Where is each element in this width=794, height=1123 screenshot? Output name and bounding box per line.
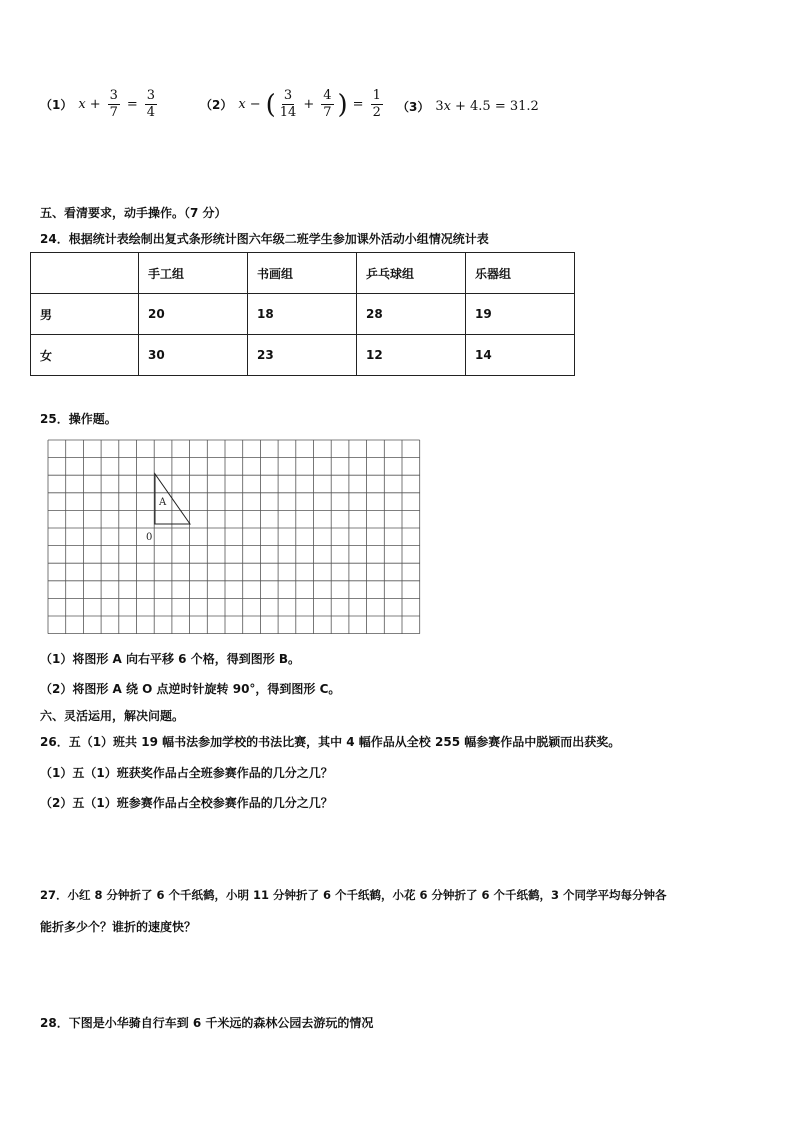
drawing-grid (40, 432, 430, 636)
equation-2-left-paren: ( (265, 89, 276, 120)
table-header-cell: 乐器组 (466, 253, 575, 294)
equation-2-variable: x (238, 97, 246, 112)
equation-3-rest: + 4.5 = 31.2 (454, 99, 539, 114)
table-cell: 18 (248, 294, 357, 335)
shape-label-a: A (159, 497, 167, 508)
equation-3-label: （3） (397, 100, 430, 114)
equation-2-fraction-a: $\frac{3}{14}$ (279, 88, 297, 120)
table-header-cell: 乒乓球组 (357, 253, 466, 294)
question-26-sub-2: （2）五（1）班参赛作品占全校参赛作品的几分之几？ (40, 796, 333, 810)
equation-1-label: （1） (40, 98, 73, 112)
equation-2-minus: − (249, 97, 261, 112)
equation-3 (397, 98, 539, 115)
question-27-line-2: 能折多少个？谁折的速度快？ (40, 920, 197, 934)
grid-lines (48, 440, 420, 634)
question-26-sub-1: （1）五（1）班获奖作品占全班参赛作品的几分之几？ (40, 766, 333, 780)
equation-2-label: （2） (200, 98, 233, 112)
equation-1-variable: x (78, 97, 86, 112)
question-25-sub-2: （2）将图形 A 绕 O 点逆时针旋转 90°，得到图形 C。 (40, 682, 341, 696)
stats-table (30, 252, 575, 376)
equation-1 (40, 88, 160, 121)
origin-label: 0 (146, 532, 153, 543)
table-header-cell (31, 253, 139, 294)
equation-1-fraction-a: $\frac{3}{7}$ (109, 88, 118, 120)
question-24-text: 24．根据统计表绘制出复式条形统计图六年级二班学生参加课外活动小组情况统计表 (40, 232, 489, 246)
table-cell: 男 (31, 294, 139, 335)
section-6-title: 六、灵活运用，解决问题。 (40, 709, 185, 723)
table-row (31, 335, 575, 376)
table-header-cell: 手工组 (139, 253, 248, 294)
equation-2-fraction-b: $\frac{4}{7}$ (323, 88, 332, 120)
table-header-row (31, 253, 575, 294)
equation-3-variable: x (443, 99, 451, 114)
question-26-text: 26．五（1）班共 19 幅书法参加学校的书法比赛，其中 4 幅作品从全校 255 幅参赛作品中脱颖而出获奖。 (40, 735, 621, 749)
equation-1-equals: = (126, 97, 138, 112)
table-cell: 12 (357, 335, 466, 376)
equation-1-fraction-b: $\frac{3}{4}$ (146, 88, 156, 120)
table-row (31, 294, 575, 335)
question-25-text: 25．操作题。 (40, 412, 117, 426)
table-header-cell: 书画组 (248, 253, 357, 294)
equation-2-plus: + (303, 97, 315, 112)
equation-2 (200, 88, 386, 121)
equation-2-fraction-c: $\frac{1}{2}$ (372, 88, 381, 120)
table-cell: 19 (466, 294, 575, 335)
equation-3-coefficient: 3 (435, 99, 444, 114)
question-25-sub-1: （1）将图形 A 向右平移 6 个格，得到图形 B。 (40, 652, 301, 666)
table-cell: 女 (31, 335, 139, 376)
table-cell: 14 (466, 335, 575, 376)
table-cell: 23 (248, 335, 357, 376)
table-cell: 20 (139, 294, 248, 335)
question-28-text: 28．下图是小华骑自行车到 6 千米远的森林公园去游玩的情况 (40, 1016, 374, 1030)
equation-2-equals: = (352, 97, 364, 112)
question-27-line-1: 27．小红 8 分钟折了 6 个千纸鹤，小明 11 分钟折了 6 个千纸鹤，小花 6 分钟折了 6 个千纸鹤，3 个同学平均每分钟各 (40, 888, 667, 902)
table-cell: 28 (357, 294, 466, 335)
equation-1-plus: + (89, 97, 101, 112)
table-cell: 30 (139, 335, 248, 376)
equation-2-right-paren: ) (337, 89, 348, 120)
section-5-title: 五、看清要求，动手操作。（7 分） (40, 206, 227, 220)
